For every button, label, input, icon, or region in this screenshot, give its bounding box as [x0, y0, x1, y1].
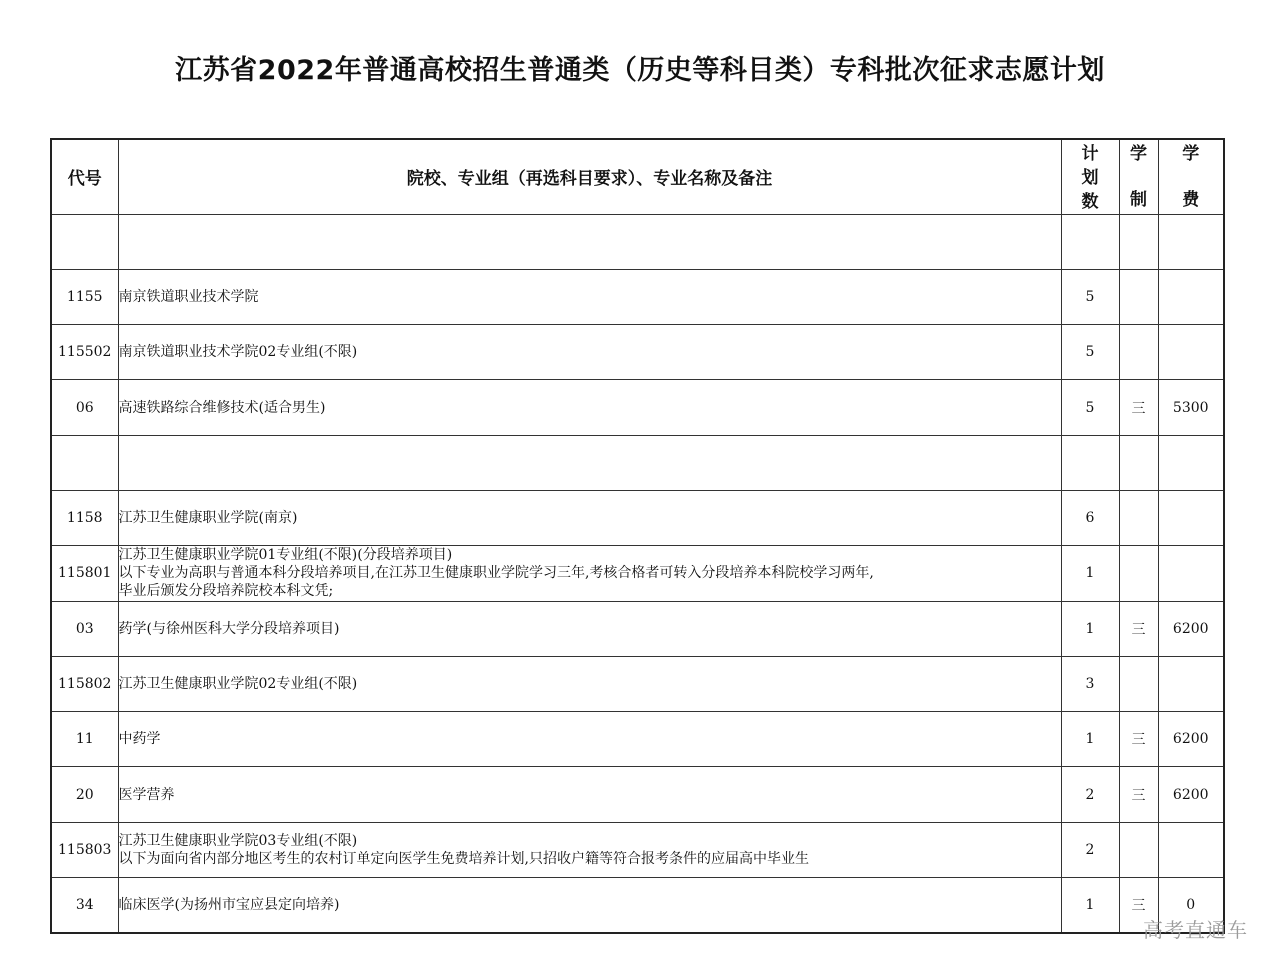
- cell-code: 1158: [51, 490, 118, 545]
- cell-fee: [1158, 490, 1224, 545]
- header-fee-char: 学: [1182, 143, 1200, 164]
- cell-name: [118, 380, 1061, 435]
- cell-name: [118, 214, 1061, 269]
- header-name: 院校、专业组（再选科目要求）、专业名称及备注: [118, 139, 1061, 214]
- table-row: [51, 712, 1224, 767]
- cell-name: [118, 712, 1061, 767]
- table-row: [51, 546, 1224, 601]
- cell-name-line: 南京铁道职业技术学院: [118, 288, 259, 305]
- cell-fee: [1158, 325, 1224, 380]
- cell-plan: 1: [1061, 601, 1119, 656]
- cell-name-line: 临床医学(为扬州市宝应县定向培养): [118, 896, 340, 913]
- cell-name-line: 江苏卫生健康职业学院03专业组(不限): [118, 832, 358, 849]
- cell-name-line: 江苏卫生健康职业学院01专业组(不限)(分段培养项目): [118, 547, 453, 564]
- cell-code: 115802: [51, 656, 118, 711]
- cell-name: [118, 601, 1061, 656]
- table-row: [51, 380, 1224, 435]
- cell-fee: 6200: [1158, 767, 1224, 822]
- cell-plan: 1: [1061, 712, 1119, 767]
- cell-fee: 6200: [1158, 712, 1224, 767]
- enrollment-plan-table: [50, 138, 1225, 934]
- cell-plan: [1061, 435, 1119, 490]
- cell-length: [1119, 214, 1158, 269]
- cell-plan: 2: [1061, 822, 1119, 877]
- cell-length: [1119, 435, 1158, 490]
- cell-length: 三: [1119, 878, 1158, 933]
- cell-fee: [1158, 822, 1224, 877]
- cell-plan: 1: [1061, 878, 1119, 933]
- header-plan-char: 划: [1081, 167, 1099, 188]
- table-row: [51, 214, 1224, 269]
- cell-name: [118, 435, 1061, 490]
- cell-length: 三: [1119, 601, 1158, 656]
- cell-plan: 1: [1061, 546, 1119, 601]
- cell-length: [1119, 546, 1158, 601]
- cell-name-line: 高速铁路综合维修技术(适合男生): [118, 399, 326, 416]
- cell-plan: 5: [1061, 325, 1119, 380]
- cell-name-line: 以下专业为高职与普通本科分段培养项目,在江苏卫生健康职业学院学习三年,考核合格者可转入分段培养本科院校学习两年,: [118, 565, 874, 582]
- cell-name-line: 医学营养: [118, 786, 175, 803]
- cell-name-line: 江苏卫生健康职业学院02专业组(不限): [118, 676, 358, 693]
- cell-name: [118, 490, 1061, 545]
- cell-plan: 2: [1061, 767, 1119, 822]
- header-fee-char: 费: [1182, 189, 1200, 210]
- cell-name-line: 以下为面向省内部分地区考生的农村订单定向医学生免费培养计划,只招收户籍等符合报考条件的应届高中毕业生: [118, 850, 809, 867]
- cell-plan: 3: [1061, 656, 1119, 711]
- cell-name: [118, 325, 1061, 380]
- cell-fee: 5300: [1158, 380, 1224, 435]
- cell-length: [1119, 490, 1158, 545]
- cell-name-line: 药学(与徐州医科大学分段培养项目): [118, 620, 340, 637]
- cell-plan: [1061, 214, 1119, 269]
- cell-fee: [1158, 214, 1224, 269]
- cell-name: [118, 822, 1061, 877]
- cell-code: [51, 435, 118, 490]
- table-row: [51, 822, 1224, 877]
- cell-fee: 6200: [1158, 601, 1224, 656]
- table-row: [51, 269, 1224, 324]
- cell-name-line: 毕业后颁发分段培养院校本科文凭;: [118, 583, 334, 600]
- cell-name-line: 南京铁道职业技术学院02专业组(不限): [118, 344, 358, 361]
- cell-fee: 0: [1158, 878, 1224, 933]
- cell-name-line: 江苏卫生健康职业学院(南京): [118, 510, 298, 527]
- cell-code: 115801: [51, 546, 118, 601]
- table-row: [51, 601, 1224, 656]
- table-row: [51, 878, 1224, 933]
- cell-code: 115803: [51, 822, 118, 877]
- table-row: [51, 656, 1224, 711]
- table-row: [51, 767, 1224, 822]
- cell-length: [1119, 656, 1158, 711]
- header-length: [1119, 139, 1158, 214]
- cell-plan: 6: [1061, 490, 1119, 545]
- cell-length: 三: [1119, 380, 1158, 435]
- cell-name: [118, 878, 1061, 933]
- cell-length: 三: [1119, 767, 1158, 822]
- cell-fee: [1158, 435, 1224, 490]
- cell-fee: [1158, 546, 1224, 601]
- cell-name: [118, 656, 1061, 711]
- table-row: [51, 325, 1224, 380]
- header-plan-char: 计: [1081, 143, 1099, 164]
- cell-code: 115502: [51, 325, 118, 380]
- cell-code: 1155: [51, 269, 118, 324]
- header-length-char: 制: [1130, 189, 1147, 210]
- cell-name: [118, 546, 1061, 601]
- header-plan-char: 数: [1081, 191, 1099, 212]
- header-length-char: 学: [1130, 143, 1147, 164]
- header-fee: [1158, 139, 1224, 214]
- cell-length: [1119, 822, 1158, 877]
- header-code: 代号: [51, 139, 118, 214]
- table-row: [51, 490, 1224, 545]
- cell-code: 03: [51, 601, 118, 656]
- table-row: [51, 435, 1224, 490]
- table-header-row: [51, 139, 1224, 214]
- cell-length: 三: [1119, 712, 1158, 767]
- page-title: 江苏省2022年普通高校招生普通类（历史等科目类）专科批次征求志愿计划: [175, 55, 1105, 86]
- header-plan: [1061, 139, 1119, 214]
- cell-code: 11: [51, 712, 118, 767]
- cell-code: 34: [51, 878, 118, 933]
- cell-name-line: 中药学: [118, 731, 161, 748]
- cell-name: [118, 767, 1061, 822]
- cell-code: [51, 214, 118, 269]
- cell-length: [1119, 269, 1158, 324]
- cell-plan: 5: [1061, 269, 1119, 324]
- cell-name: [118, 269, 1061, 324]
- cell-code: 20: [51, 767, 118, 822]
- cell-plan: 5: [1061, 380, 1119, 435]
- cell-code: 06: [51, 380, 118, 435]
- cell-fee: [1158, 269, 1224, 324]
- cell-length: [1119, 325, 1158, 380]
- watermark: 高考直通车: [1143, 918, 1248, 942]
- cell-fee: [1158, 656, 1224, 711]
